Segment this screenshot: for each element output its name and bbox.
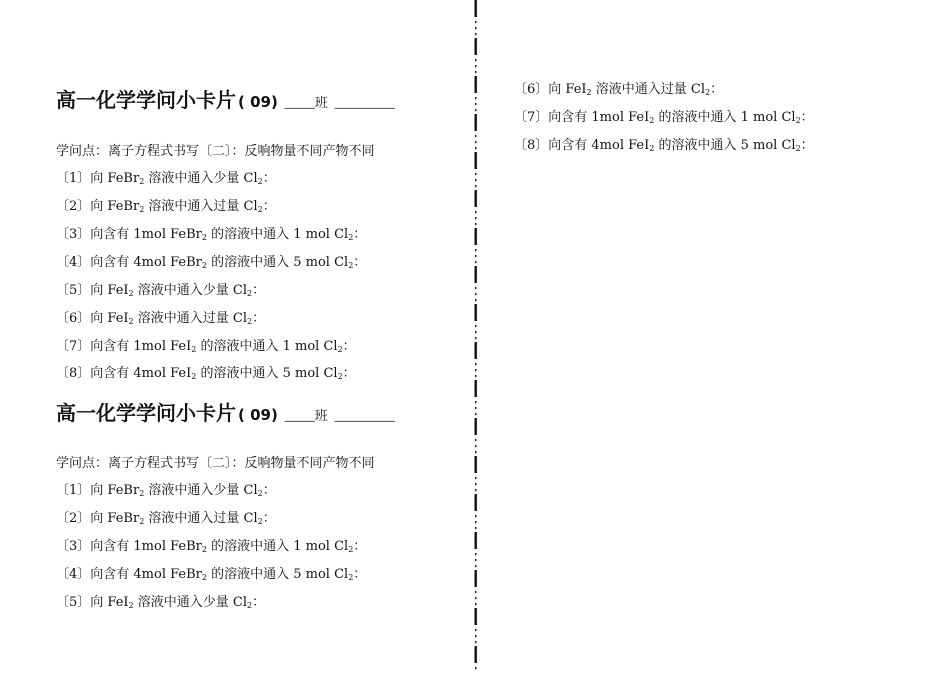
question-5: 〔5〕向 FeI$_2$ 溶液中通入少量 $Cl_2$：	[56, 595, 266, 610]
card-number: ( 09)	[238, 93, 278, 111]
topic-line: 学问点：离子方程式书写〔二〕：反响物量不同产物不同	[56, 456, 375, 471]
question-8: 〔8〕向含有 4mol FeI$_2$ 的溶液中通入 5 mol $Cl_2$：	[514, 138, 814, 153]
question-6: 〔6〕向 FeI$_2$ 溶液中通入过量 $Cl_2$：	[514, 82, 724, 97]
card-title-text: 高一化学学问小卡片	[56, 88, 236, 112]
card-number: ( 09)	[238, 406, 278, 424]
question-6: 〔6〕向 FeI$_2$ 溶液中通入过量 $Cl_2$：	[56, 311, 266, 326]
class-label: 班	[314, 96, 328, 111]
class-label: 班	[314, 409, 328, 424]
question-1: 〔1〕向 FeBr$_2$ 溶液中通入少量 $Cl_2$：	[56, 171, 276, 186]
question-7: 〔7〕向含有 1mol FeI$_2$ 的溶液中通入 1 mol $Cl_2$：	[514, 110, 814, 125]
card-title	[56, 88, 456, 116]
question-8: 〔8〕向含有 4mol FeI$_2$ 的溶液中通入 5 mol $Cl_2$：	[56, 366, 356, 381]
question-4: 〔4〕向含有 4mol FeBr$_2$ 的溶液中通入 5 mol $Cl_2$：	[56, 255, 367, 270]
class-blank-1[interactable]: ____	[284, 95, 315, 111]
class-blank-2[interactable]: ________	[334, 408, 395, 424]
question-5: 〔5〕向 FeI$_2$ 溶液中通入少量 $Cl_2$：	[56, 283, 266, 298]
question-3: 〔3〕向含有 1mol FeBr$_2$ 的溶液中通入 1 mol $Cl_2$：	[56, 227, 367, 242]
card-title	[56, 401, 456, 429]
question-2: 〔2〕向 FeBr$_2$ 溶液中通入过量 $Cl_2$：	[56, 199, 276, 214]
knowledge-card-2	[56, 401, 456, 610]
knowledge-card-1	[56, 88, 456, 381]
cut-line-divider	[474, 0, 478, 673]
class-blank-1[interactable]: ____	[284, 408, 315, 424]
card-title-text: 高一化学学问小卡片	[56, 401, 236, 425]
question-7: 〔7〕向含有 1mol FeI$_2$ 的溶液中通入 1 mol $Cl_2$：	[56, 339, 356, 354]
question-1: 〔1〕向 FeBr$_2$ 溶液中通入少量 $Cl_2$：	[56, 483, 276, 498]
question-3: 〔3〕向含有 1mol FeBr$_2$ 的溶液中通入 1 mol $Cl_2$：	[56, 539, 367, 554]
topic-line: 学问点：离子方程式书写〔二〕：反响物量不同产物不同	[56, 144, 375, 159]
question-2: 〔2〕向 FeBr$_2$ 溶液中通入过量 $Cl_2$：	[56, 511, 276, 526]
class-blank-2[interactable]: ________	[334, 95, 395, 111]
question-4: 〔4〕向含有 4mol FeBr$_2$ 的溶液中通入 5 mol $Cl_2$：	[56, 567, 367, 582]
